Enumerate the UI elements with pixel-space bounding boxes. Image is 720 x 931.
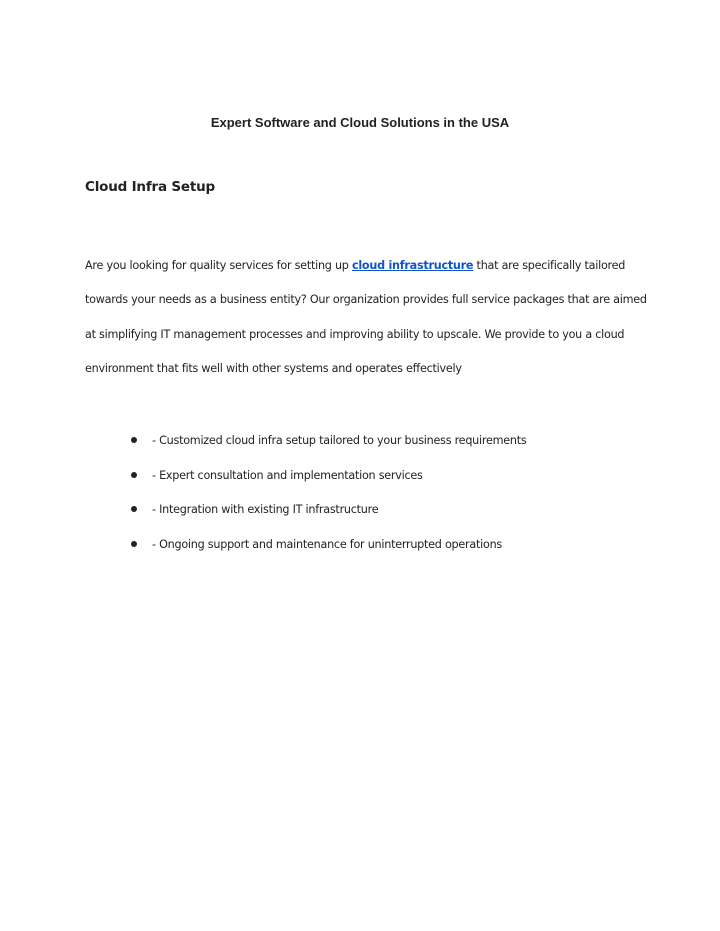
paragraph-line-4: environment that fits well with other systems and operates effectively	[85, 362, 462, 375]
list-item	[131, 469, 423, 482]
paragraph-text: that are specifically tailored	[473, 259, 626, 272]
paragraph-text: Are you looking for quality services for setting up	[85, 259, 352, 272]
section-heading: Cloud Infra Setup	[85, 179, 215, 195]
list-item-text: - Customized cloud infra setup tailored to your business requirements	[152, 434, 527, 447]
bullet-icon	[131, 541, 137, 547]
paragraph-line-3: at simplifying IT management processes and improving ability to upscale. We provide to you a cloud	[85, 328, 625, 341]
paragraph-line-1	[85, 259, 625, 272]
bullet-icon	[131, 472, 137, 478]
list-item	[131, 434, 526, 447]
list-item-text: - Expert consultation and implementation services	[152, 469, 423, 482]
paragraph-line-2: towards your needs as a business entity? Our organization provides full service packages that are aimed	[85, 293, 647, 306]
bullet-icon	[131, 506, 137, 512]
list-item-text: - Ongoing support and maintenance for uninterrupted operations	[152, 538, 503, 551]
list-item	[131, 538, 502, 551]
list-item-text: - Integration with existing IT infrastructure	[152, 503, 379, 516]
list-item	[131, 503, 378, 516]
cloud-infrastructure-link[interactable]: cloud infrastructure	[351, 259, 474, 272]
document-title: Expert Software and Cloud Solutions in the USA	[210, 115, 510, 130]
bullet-icon	[131, 437, 137, 443]
